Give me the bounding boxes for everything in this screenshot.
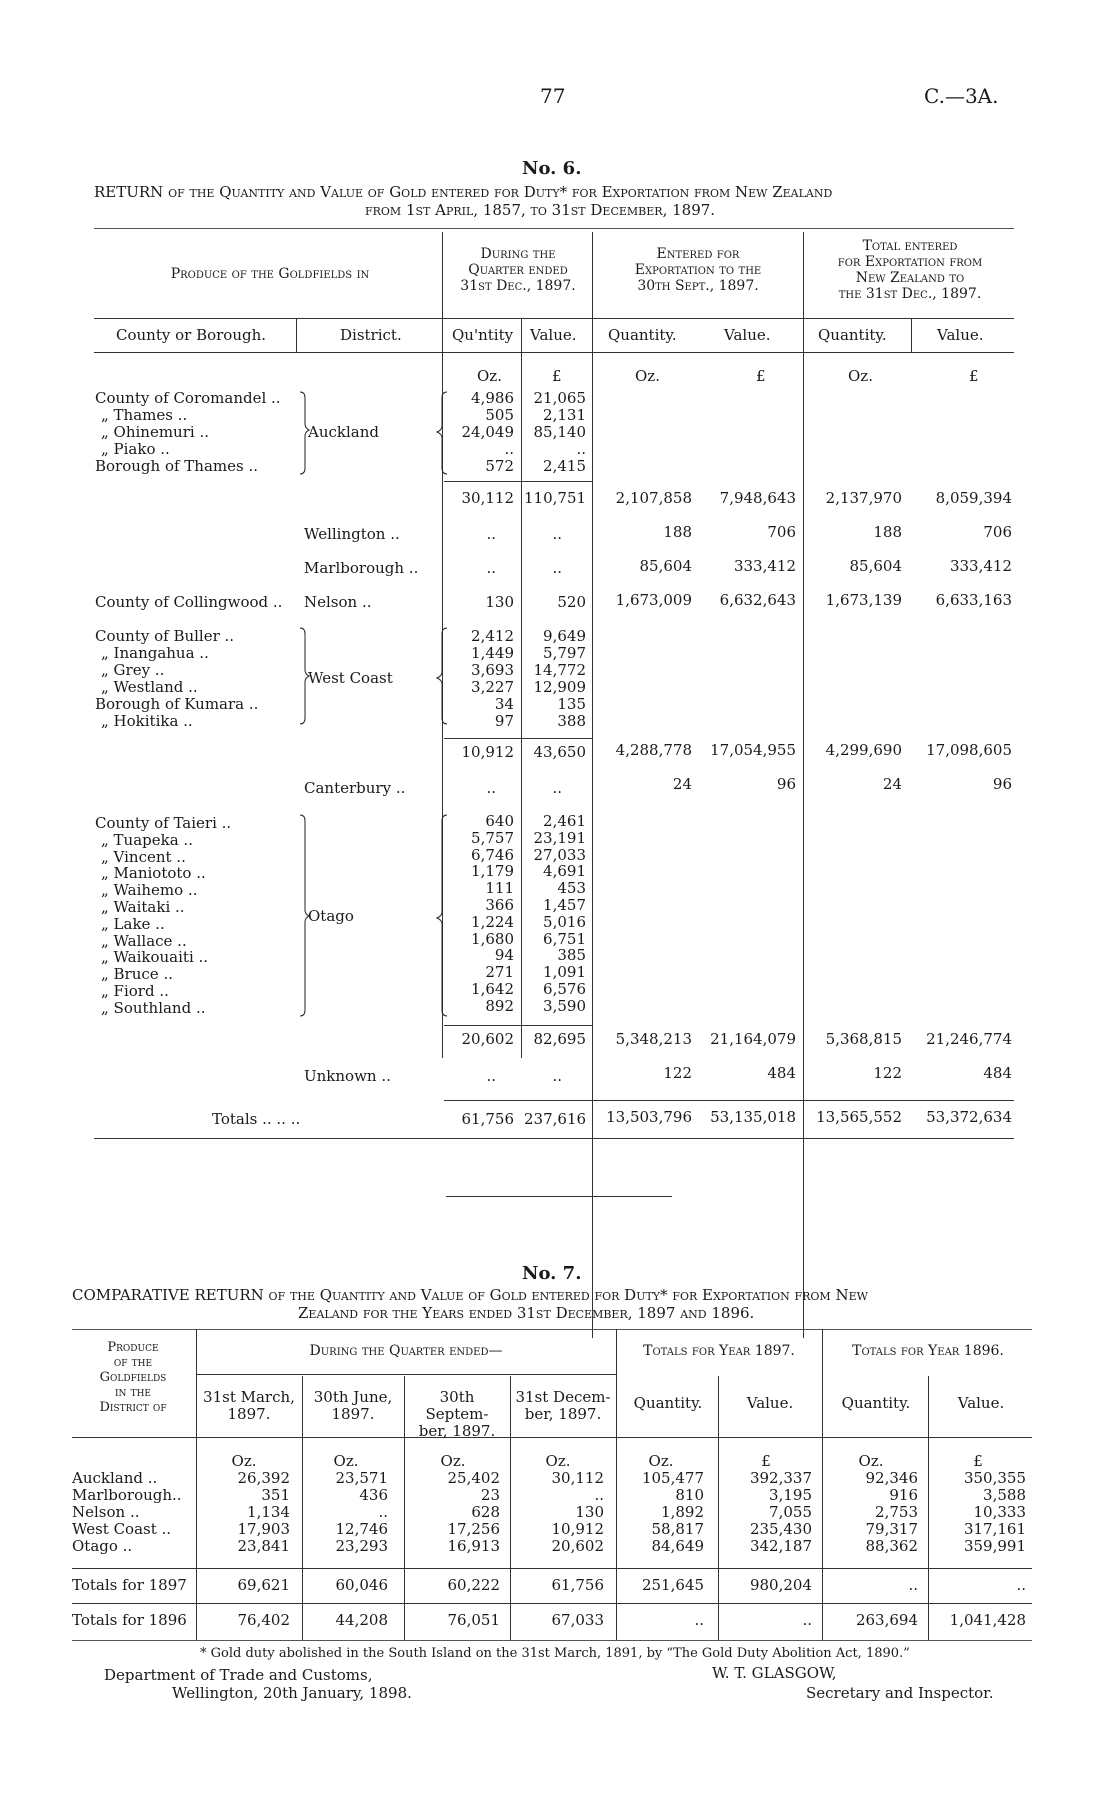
t6-otago-total-qty: 5,368,815 <box>825 1030 902 1048</box>
t7-table-cell: 359,991 <box>963 1537 1026 1555</box>
t7-header-during: During the Quarter ended— <box>309 1343 503 1359</box>
t6-otago-entered-val: 21,164,079 <box>710 1030 796 1048</box>
t6-otago-district: Otago <box>308 907 354 925</box>
t7-table-cell: 17,256 <box>447 1520 500 1538</box>
t6-marlborough-total-qty: 85,604 <box>849 557 902 575</box>
t6-nelson-entered-val: 6,632,643 <box>719 591 796 609</box>
t6-wellington-qty: .. <box>486 525 496 543</box>
t7-table-cell: 16,913 <box>447 1537 500 1555</box>
t6-auckland-qty: 4,986 505 24,049 .. 572 <box>461 389 514 475</box>
t6-canterbury-total-val: 96 <box>992 775 1012 793</box>
t6-westcoast-district: West Coast <box>308 669 393 687</box>
t7-table-cell: 628 <box>471 1503 500 1521</box>
t6-marlborough-val: .. <box>552 559 562 577</box>
t6-westcoast-subtotal-qty: 10,912 <box>461 743 514 761</box>
t6-unknown-entered-val: 484 <box>767 1064 796 1082</box>
t6-unknown-total-val: 484 <box>983 1064 1012 1082</box>
t6-canterbury-district: Canterbury .. <box>304 779 406 797</box>
t7-totals1897-cell: .. <box>1016 1576 1026 1594</box>
t6-header-during: During the Quarter ended 31st Dec., 1897. <box>460 246 576 294</box>
t7-totals1897-cell: .. <box>908 1576 918 1594</box>
t7-totals1897-cell: 60,046 <box>335 1576 388 1594</box>
page-number: 77 <box>540 84 566 108</box>
signatory-name: W. T. GLASGOW, <box>712 1664 837 1682</box>
t7-table-cell: 23,293 <box>335 1537 388 1555</box>
t6-col-quantity2: Quantity. <box>608 326 677 344</box>
t7-totals1897-cell: 61,756 <box>551 1576 604 1594</box>
t6-otago-subtotal-val: 82,695 <box>533 1030 586 1048</box>
t6-totals-total-val: 53,372,634 <box>926 1108 1012 1126</box>
t7-table-cell: .. <box>594 1486 604 1504</box>
t6-auckland-total-val: 8,059,394 <box>935 489 1012 507</box>
t7-unit-label: Oz. <box>648 1452 674 1470</box>
t7-unit-label: Oz. <box>858 1452 884 1470</box>
t6-otago-entered-qty: 5,348,213 <box>615 1030 692 1048</box>
t7-header-value: Value. <box>746 1394 794 1412</box>
t7-header-q1: 31st March, 1897. <box>203 1388 295 1423</box>
t7-unit-label: £ <box>973 1452 983 1470</box>
t6-header-entered: Entered for Exportation to the 30th Sept., 1897. <box>634 246 762 294</box>
t6-otago-qty: 640 5,757 6,746 1,179 111 366 1,224 1,680 94 271 1,642 892 <box>471 812 514 1015</box>
t6-otago-counties: County of Taieri .. „ Tuapeka .. „ Vincent .. „ Maniototo .. „ Waihemo .. „ Waitaki .. „ Lake .. „ Wallace .. „ Waikouaiti .. „ Bruce .. „ Fiord .. „ Southland .. <box>95 814 232 1017</box>
t7-table-cell: 30,112 <box>551 1469 604 1487</box>
t7-totals1896-cell: .. <box>802 1611 812 1629</box>
t7-table-cell: 7,055 <box>769 1503 812 1521</box>
t6-marlborough-entered-qty: 85,604 <box>639 557 692 575</box>
t6-marlborough-entered-val: 333,412 <box>733 557 796 575</box>
t6-marlborough-total-val: 333,412 <box>949 557 1012 575</box>
t6-westcoast-qty: 2,412 1,449 3,693 3,227 34 97 <box>471 627 514 730</box>
t7-totals1897-label: Totals for 1897 <box>72 1576 187 1594</box>
t7-totals1896-cell: 67,033 <box>551 1611 604 1629</box>
t6-westcoast-counties: County of Buller .. „ Inangahua .. „ Grey .. „ Westland .. Borough of Kumara .. „ Hokitika .. <box>95 627 259 730</box>
t6-unknown-entered-qty: 122 <box>663 1064 692 1082</box>
t6-canterbury-entered-qty: 24 <box>672 775 692 793</box>
t7-totals1897-cell: 69,621 <box>237 1576 290 1594</box>
t7-table-cell: .. <box>378 1503 388 1521</box>
t6-marlborough-district: Marlborough .. <box>304 559 419 577</box>
t6-auckland-entered-val: 7,948,643 <box>719 489 796 507</box>
table6-title-line2: from 1st April, 1857, to 31st December, 1897. <box>365 201 716 219</box>
t6-col-qty: Qu'ntity <box>452 326 514 344</box>
page-reference: C.—3A. <box>924 84 999 108</box>
t7-totals1896-cell: 263,694 <box>855 1611 918 1629</box>
t6-auckland-district: Auckland <box>308 423 379 441</box>
t7-row-district: Marlborough.. <box>72 1486 182 1504</box>
t6-auckland-entered-qty: 2,107,858 <box>615 489 692 507</box>
t6-wellington-val: .. <box>552 525 562 543</box>
t7-unit-label: Oz. <box>545 1452 571 1470</box>
t6-unit-pound3: £ <box>969 367 979 385</box>
t7-unit-label: Oz. <box>440 1452 466 1470</box>
t6-unknown-val: .. <box>552 1067 562 1085</box>
table7-number: No. 7. <box>522 1263 582 1284</box>
t7-table-cell: 392,337 <box>749 1469 812 1487</box>
t6-totals-entered-qty: 13,503,796 <box>606 1108 692 1126</box>
t6-westcoast-entered-val: 17,054,955 <box>710 741 796 759</box>
t7-table-cell: 2,753 <box>875 1503 918 1521</box>
t7-totals1896-cell: .. <box>694 1611 704 1629</box>
t6-nelson-total-qty: 1,673,139 <box>825 591 902 609</box>
t7-table-cell: 79,317 <box>865 1520 918 1538</box>
t7-table-cell: 235,430 <box>749 1520 812 1538</box>
t7-table-cell: 351 <box>261 1486 290 1504</box>
t7-table-cell: 26,392 <box>237 1469 290 1487</box>
t7-table-cell: 3,195 <box>769 1486 812 1504</box>
t7-header-value2: Value. <box>957 1394 1005 1412</box>
t7-row-district: West Coast .. <box>72 1520 172 1538</box>
t6-otago-val: 2,461 23,191 27,033 4,691 453 1,457 5,016 6,751 385 1,091 6,576 3,590 <box>533 812 586 1015</box>
t7-totals1896-cell: 1,041,428 <box>949 1611 1026 1629</box>
t7-table-cell: 20,602 <box>551 1537 604 1555</box>
t6-unknown-total-qty: 122 <box>873 1064 902 1082</box>
t7-table-cell: 23,571 <box>335 1469 388 1487</box>
t6-col-district: District. <box>340 326 402 344</box>
t6-canterbury-entered-val: 96 <box>776 775 796 793</box>
t7-totals1897-cell: 251,645 <box>641 1576 704 1594</box>
t6-header-total: Total entered for Exportation from New Zealand to the 31st Dec., 1897. <box>837 238 983 302</box>
t7-unit-label: Oz. <box>333 1452 359 1470</box>
t6-westcoast-entered-qty: 4,288,778 <box>615 741 692 759</box>
table6-title-line1: RETURN of the Quantity and Value of Gold entered for Duty* for Exportation from New Zealand <box>94 183 833 201</box>
t6-unit-pound2: £ <box>756 367 766 385</box>
t6-westcoast-subtotal-val: 43,650 <box>533 743 586 761</box>
t6-nelson-entered-qty: 1,673,009 <box>615 591 692 609</box>
t7-table-cell: 92,346 <box>865 1469 918 1487</box>
t7-totals1897-cell: 60,222 <box>447 1576 500 1594</box>
t7-row-district: Auckland .. <box>72 1469 158 1487</box>
t6-wellington-total-val: 706 <box>983 523 1012 541</box>
t6-canterbury-total-qty: 24 <box>882 775 902 793</box>
t7-header-produce: Produce of the Goldfields in the District of <box>99 1340 167 1415</box>
t6-totals-qty: 61,756 <box>461 1110 514 1128</box>
t7-header-q4: 31st Decem- ber, 1897. <box>515 1388 611 1423</box>
t6-wellington-entered-val: 706 <box>767 523 796 541</box>
t7-table-cell: 3,588 <box>983 1486 1026 1504</box>
t7-header-quantity2: Quantity. <box>841 1394 911 1412</box>
t7-table-cell: 10,912 <box>551 1520 604 1538</box>
t7-totals1897-cell: 980,204 <box>749 1576 812 1594</box>
t6-marlborough-qty: .. <box>486 559 496 577</box>
t7-table-cell: 105,477 <box>641 1469 704 1487</box>
t7-totals1896-cell: 44,208 <box>335 1611 388 1629</box>
t6-unit-oz2: Oz. <box>635 367 660 385</box>
t6-canterbury-qty: .. <box>486 779 496 797</box>
t6-auckland-total-qty: 2,137,970 <box>825 489 902 507</box>
t7-totals1896-cell: 76,051 <box>447 1611 500 1629</box>
t7-table-cell: 810 <box>675 1486 704 1504</box>
t6-unit-oz: Oz. <box>477 367 502 385</box>
t6-unit-pound: £ <box>552 367 562 385</box>
t7-table-cell: 10,333 <box>973 1503 1026 1521</box>
t6-auckland-subtotal-val: 110,751 <box>524 489 587 507</box>
t6-col-value2: Value. <box>724 326 771 344</box>
t6-col-county: County or Borough. <box>116 326 267 344</box>
t6-otago-subtotal-qty: 20,602 <box>461 1030 514 1048</box>
signatory-title: Secretary and Inspector. <box>806 1684 994 1702</box>
dept-line2: Wellington, 20th January, 1898. <box>172 1684 412 1702</box>
t6-auckland-counties: County of Coromandel .. „ Thames .. „ Ohinemuri .. „ Piako .. Borough of Thames .. <box>95 389 281 475</box>
t7-table-cell: 130 <box>575 1503 604 1521</box>
t7-table-cell: 350,355 <box>963 1469 1026 1487</box>
t7-table-cell: 23 <box>480 1486 500 1504</box>
dept-line1: Department of Trade and Customs, <box>104 1666 373 1684</box>
table6-number: No. 6. <box>522 158 582 179</box>
t6-nelson-qty: 130 <box>485 593 514 611</box>
t6-wellington-entered-qty: 188 <box>663 523 692 541</box>
t7-table-cell: 12,746 <box>335 1520 388 1538</box>
t6-col-value3: Value. <box>937 326 984 344</box>
t6-col-value: Value. <box>530 326 577 344</box>
t7-header-totals1896: Totals for Year 1896. <box>852 1343 1004 1359</box>
t7-table-cell: 84,649 <box>651 1537 704 1555</box>
t6-unknown-district: Unknown .. <box>304 1067 391 1085</box>
t6-wellington-district: Wellington .. <box>304 525 400 543</box>
t7-header-q3: 30th Septem- ber, 1897. <box>418 1388 496 1440</box>
t7-header-totals1897: Totals for Year 1897. <box>643 1343 795 1359</box>
t7-row-district: Nelson .. <box>72 1503 140 1521</box>
t6-canterbury-val: .. <box>552 779 562 797</box>
t7-table-cell: 916 <box>889 1486 918 1504</box>
t6-otago-total-val: 21,246,774 <box>926 1030 1012 1048</box>
t7-table-cell: 25,402 <box>447 1469 500 1487</box>
t7-table-cell: 17,903 <box>237 1520 290 1538</box>
t6-nelson-county: County of Collingwood .. <box>95 593 283 611</box>
t7-table-cell: 88,362 <box>865 1537 918 1555</box>
t6-totals-total-qty: 13,565,552 <box>816 1108 902 1126</box>
t6-westcoast-total-qty: 4,299,690 <box>825 741 902 759</box>
t7-table-cell: 1,134 <box>247 1503 290 1521</box>
t7-row-district: Otago .. <box>72 1537 133 1555</box>
t7-table-cell: 58,817 <box>651 1520 704 1538</box>
t6-col-quantity3: Quantity. <box>818 326 887 344</box>
t6-totals-label: Totals .. .. .. <box>212 1110 301 1128</box>
t7-table-cell: 317,161 <box>963 1520 1026 1538</box>
table7-title-line1: COMPARATIVE RETURN of the Quantity and Value of Gold entered for Duty* for Exportation from New <box>72 1286 868 1304</box>
t6-westcoast-total-val: 17,098,605 <box>926 741 1012 759</box>
t7-table-cell: 342,187 <box>749 1537 812 1555</box>
t6-nelson-val: 520 <box>557 593 586 611</box>
t6-totals-entered-val: 53,135,018 <box>710 1108 796 1126</box>
t6-header-produce: Produce of the Goldfields in <box>170 266 370 282</box>
footnote: * Gold duty abolished in the South Island on the 31st March, 1891, by “The Gold Duty Abolition Act, 1890.” <box>200 1646 910 1661</box>
table7-title-line2: Zealand for the Years ended 31st December, 1897 and 1896. <box>298 1304 755 1322</box>
t7-header-q2: 30th June, 1897. <box>313 1388 393 1423</box>
t6-totals-val: 237,616 <box>524 1110 587 1128</box>
t6-unknown-qty: .. <box>486 1067 496 1085</box>
t6-wellington-total-qty: 188 <box>873 523 902 541</box>
t7-totals1896-label: Totals for 1896 <box>72 1611 187 1629</box>
t7-table-cell: 1,892 <box>661 1503 704 1521</box>
t6-westcoast-val: 9,649 5,797 14,772 12,909 135 388 <box>533 627 586 730</box>
t6-unit-oz3: Oz. <box>848 367 873 385</box>
t7-table-cell: 436 <box>359 1486 388 1504</box>
t7-table-cell: 23,841 <box>237 1537 290 1555</box>
t6-auckland-subtotal-qty: 30,112 <box>461 489 514 507</box>
t6-auckland-val: 21,065 2,131 85,140 .. 2,415 <box>533 389 586 475</box>
t7-unit-label: Oz. <box>231 1452 257 1470</box>
t6-nelson-total-val: 6,633,163 <box>935 591 1012 609</box>
t7-unit-label: £ <box>761 1452 771 1470</box>
t6-nelson-district: Nelson .. <box>304 593 372 611</box>
t7-header-quantity: Quantity. <box>633 1394 703 1412</box>
t7-totals1896-cell: 76,402 <box>237 1611 290 1629</box>
